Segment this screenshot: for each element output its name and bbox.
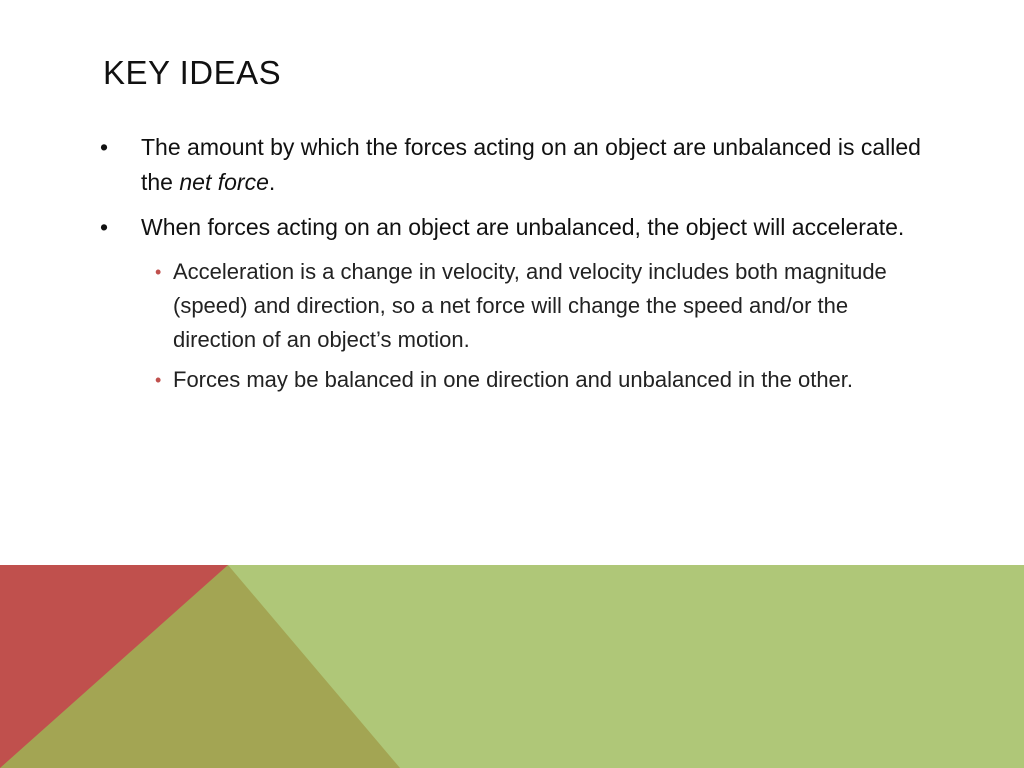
sub-bullet-text: Acceleration is a change in velocity, and velocity includes both magnitude (speed) and direction, so a net force will change the speed and/or the direction of an object’s motion.: [173, 259, 887, 352]
slide-title: KEY IDEAS: [103, 54, 282, 91]
sub-bullet-item: [100, 255, 930, 357]
slide-body: [100, 130, 930, 403]
bullet-text: When forces acting on an object are unbalanced, the object will accelerate.: [141, 214, 905, 240]
bullet-text-end: .: [268, 169, 276, 195]
bullet-emphasis: net force: [179, 169, 269, 195]
decorative-footer: [0, 565, 1024, 768]
sub-bullet-text: Forces may be balanced in one direction and unbalanced in the other.: [173, 367, 854, 392]
bullet-icon: •: [100, 134, 109, 160]
bullet-item: [100, 130, 930, 200]
sub-bullet-icon: •: [155, 370, 162, 390]
bullet-text: The amount by which the forces acting on an object are unbalanced is called the: [141, 134, 921, 195]
sub-bullet-icon: •: [155, 262, 162, 282]
bullet-item: [100, 210, 930, 245]
sub-bullet-item: [100, 363, 930, 397]
bullet-icon: •: [100, 214, 109, 240]
